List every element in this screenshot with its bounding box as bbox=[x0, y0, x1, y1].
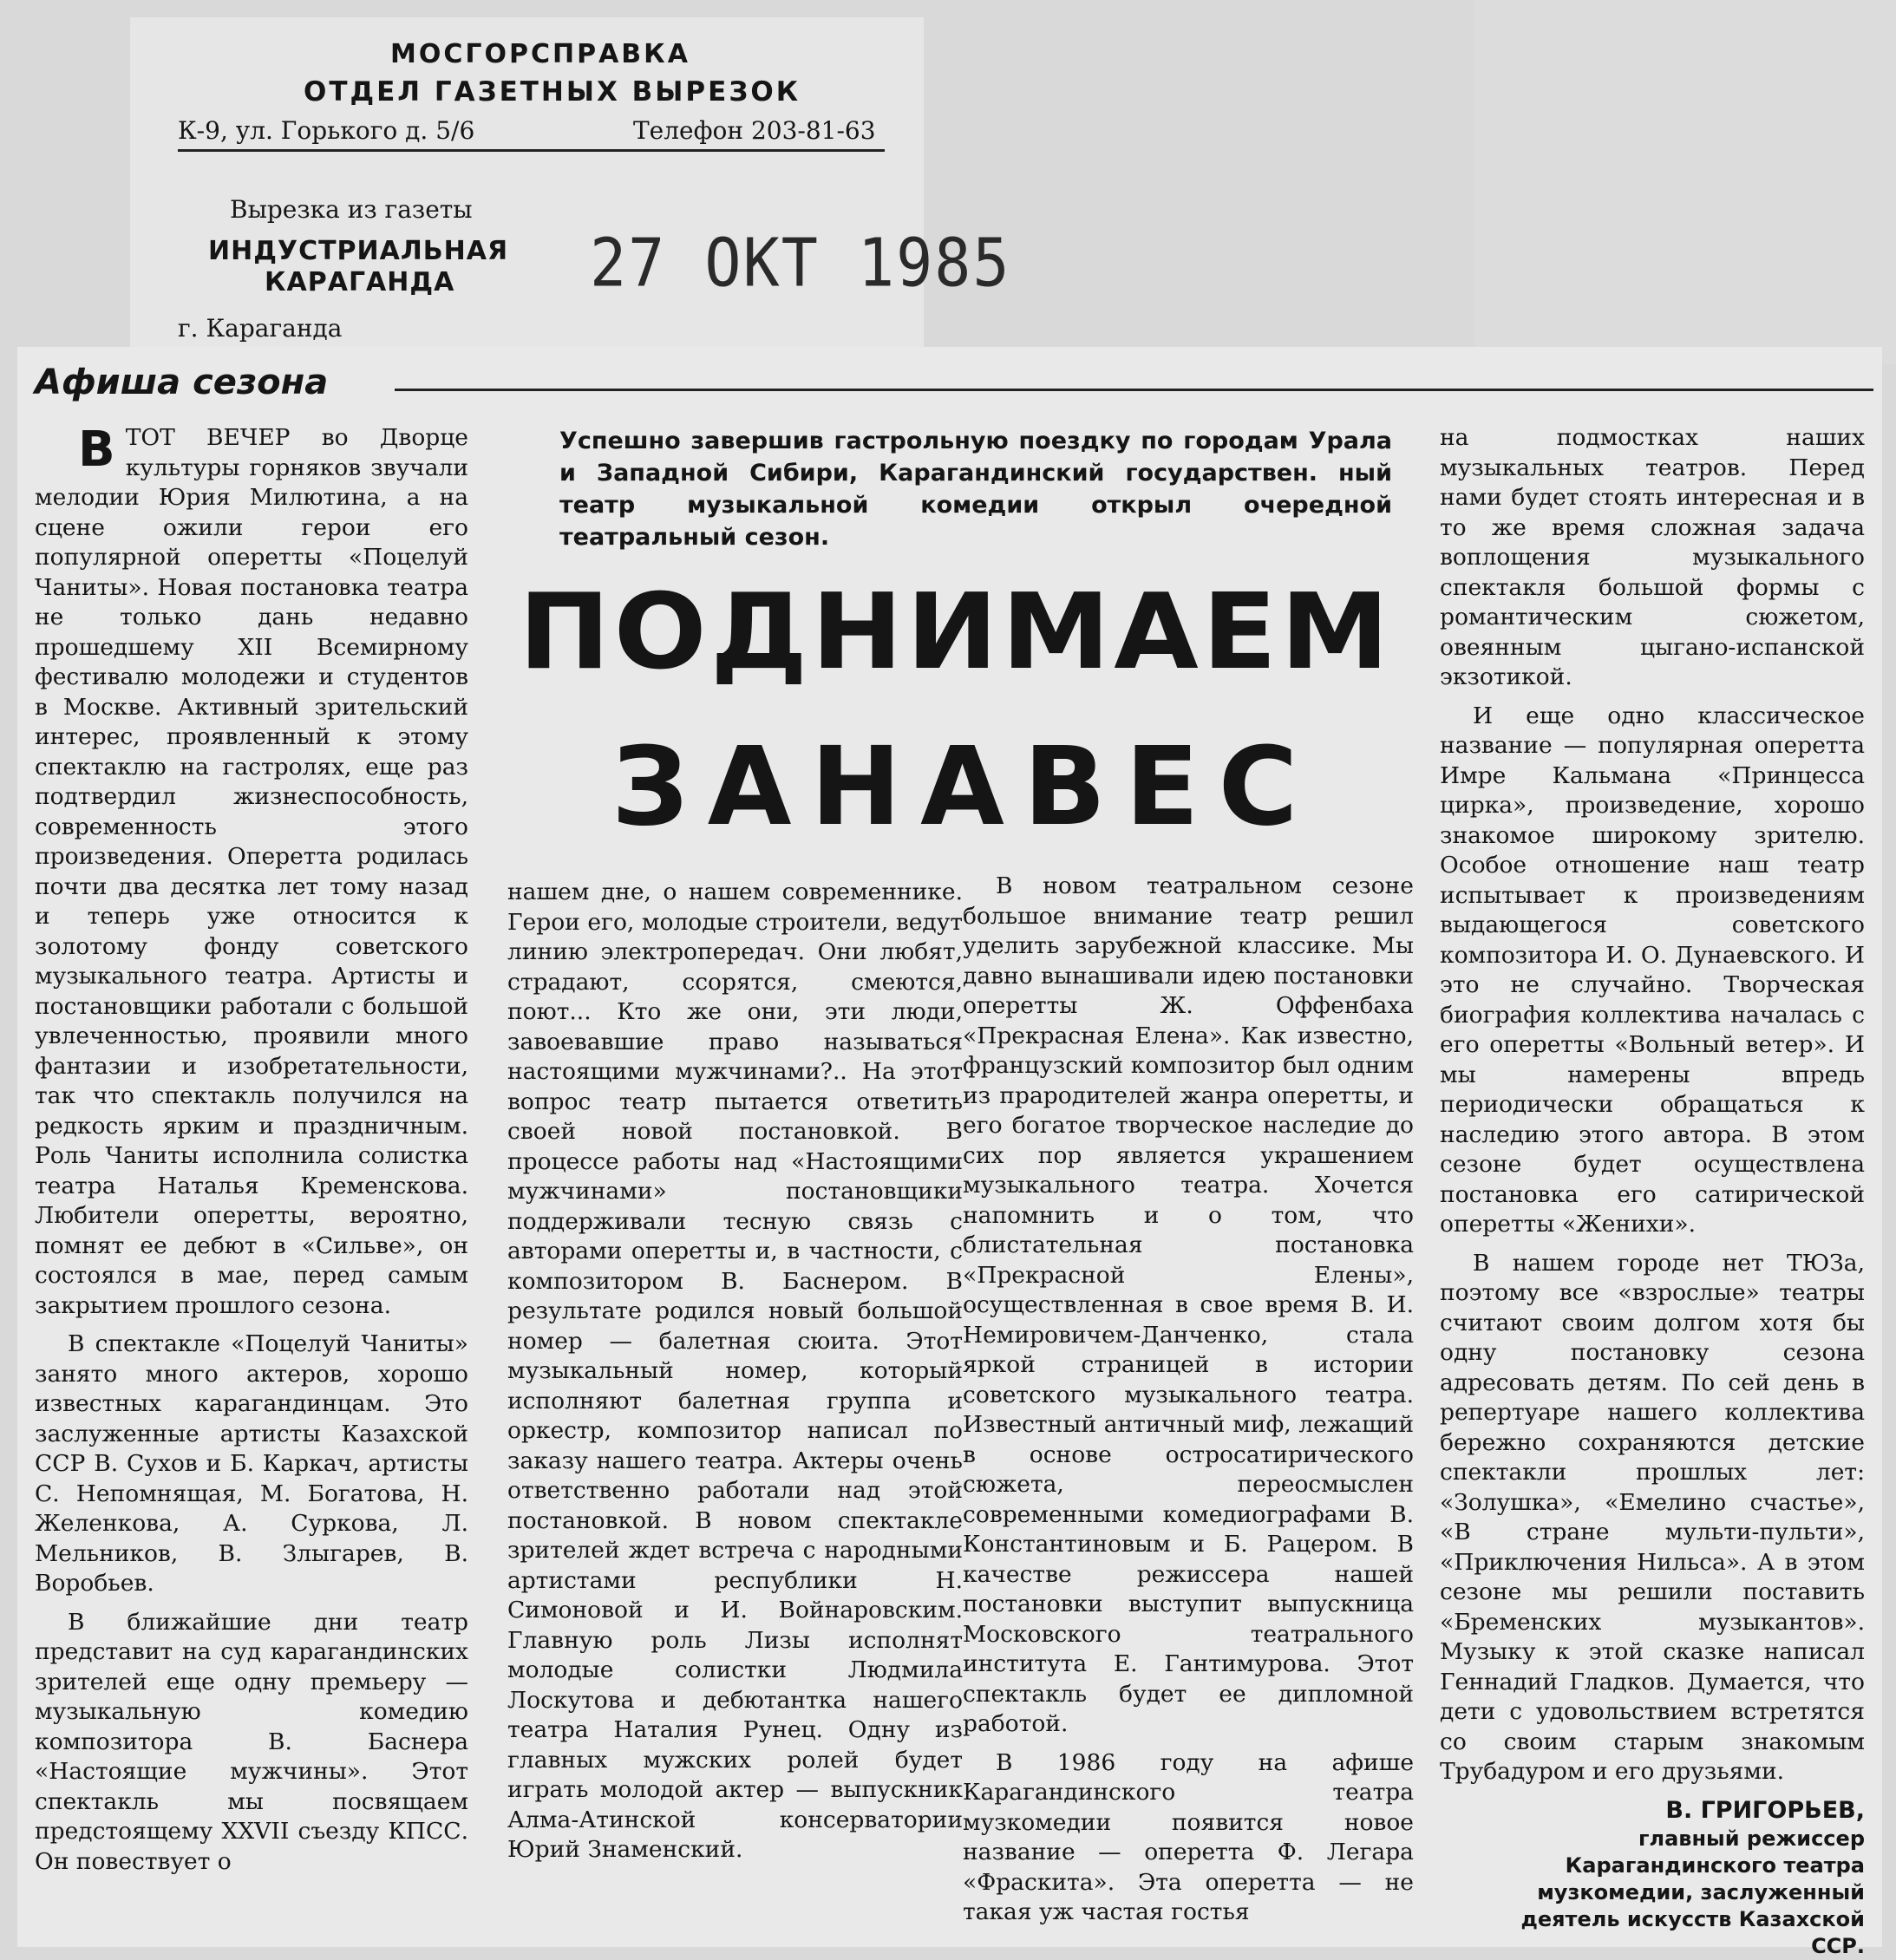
stamp-address: К-9, ул. Горького д. 5/6 bbox=[178, 116, 475, 145]
headline-line1: ПОДНИМАЕМ bbox=[519, 572, 1393, 693]
column-4-paragraph: В нашем городе нет ТЮЗа, поэтому все «взрослые» театры считают своим долгом хотя бы одну постановку сезона адресовать детям. По сей день в репертуаре нашего коллектива бережно сохраняются детские спектакли прошлых лет: «Золушка», «Емелино счастье», «В стране мульти-пульти», «Приключения Нильса». А в этом сезоне мы решили поставить «Бременских музыкантов». Музыку к этой сказке написал Геннадий Гладков. Думается, что дети с удовольствием встретятся со своим старым знакомым Трубадуром и его друзьями. bbox=[1440, 1249, 1865, 1785]
newspaper-name-line2: КАРАГАНДА bbox=[265, 267, 455, 297]
rubric-divider bbox=[395, 389, 1873, 391]
column-3-paragraph: В 1986 году на афише Карагандинского театра музкомедии появится новое название — оперетта Ф. Легара «Фраскита». Эта оперетта — не такая уж частая гостья bbox=[963, 1748, 1414, 1925]
column-2-paragraph: нашем дне, о нашем современнике. Герои его, молодые строители, ведут линию электропередач. Они любят, страдают, ссорятся, смеются, поют... Кто же они, эти люди, завоевавшие право называться настоящими мужчинами?.. На этот вопрос театр пытается ответить своей новой постановкой. В процессе работы над «Настоящими мужчинами» постановщики поддерживали тесную связь с авторами оперетты и, в частности, с композитором В. Баснером. В результате родился новый большой номер — балетная сюита. Этот музыкальный номер, который исполняют балетная группа и оркестр, композитор написал по заказу нашего театра. Актеры очень ответственно работали над этой постановкой. В новом спектакле зрителей ждет встреча с народными артистами республики Н. Симоновой и И. Войнаровским. Главную роль Лизы исполнят молодые солистки Людмила Лоскутова и дебютантка нашего театра Наталия Рунец. Одну из главных мужских ролей будет играть молодой актер — выпускник Алма-Атинской консерватории Юрий Знаменский. bbox=[507, 879, 963, 1863]
column-1-paragraph: ВТОТ ВЕЧЕР во Дворце культуры горняков звучали мелодии Юрия Милютина, а на сцене ожили герои его популярной оперетты «Поцелуй Чаниты». Новая постановка театра не только дань недавно прошедшему XII Всемирному фестивалю молодежи и студентов в Москве. Активный зрительский интерес, проявленный к этому спектаклю на гастролях, еще раз подтвердил жизнеспособность, современность этого произведения. Оперетта родилась почти два десятка лет тому назад и теперь уже относится к золотому фонду советского музыкального театра. Артисты и постановщики работали с большой увлеченностью, проявили много фантазии и изобретательности, так что спектакль получился на редкость ярким и праздничным. Роль Чаниты исполнила солистка театра Наталья Кременскова. Любители оперетты, вероятно, помнят ее дебют в «Сильве», он состоялся в мае, перед самым закрытием прошлого сезона. bbox=[35, 421, 468, 1319]
article-column-1 bbox=[35, 423, 468, 1885]
newspaper-name-line1: ИНДУСТРИАЛЬНАЯ bbox=[208, 236, 509, 266]
clipping-source-label: Вырезка из газеты bbox=[230, 195, 473, 224]
headline-line2: ЗАНАВЕС bbox=[611, 724, 1317, 850]
article-column-3 bbox=[963, 872, 1414, 1937]
stamp-department: ОТДЕЛ ГАЗЕТНЫХ ВЫРЕЗОК bbox=[304, 76, 801, 108]
drop-cap: В bbox=[78, 421, 115, 478]
stamp-phone: Телефон 203-81-63 bbox=[633, 116, 876, 145]
column-1-paragraph: В ближайшие дни театр представит на суд карагандинских зрителей еще одну премьеру — музыкальную комедию композитора В. Баснера «Настоящие мужчины». Этот спектакль мы посвящаем предстоящему XXVII съезду КПСС. Он повествует о bbox=[35, 1608, 468, 1875]
clipping-service-stamp bbox=[130, 17, 924, 364]
author-name: В. ГРИГОРЬЕВ, bbox=[1665, 1796, 1865, 1824]
article-column-4 bbox=[1440, 423, 1865, 1960]
column-4-paragraph: И еще одно классическое название — популярная оперетта Имре Кальмана «Принцесса цирка», произведение, хорошо знакомое широкому зрителю. Особое отношение наш театр испытывает к произведениям выдающегося советского композитора И. О. Дунаевского. И это не случайно. Творческая биография коллектива началась с его оперетты «Вольный ветер». И мы намерены впредь периодически обращаться к наследию этого автора. В этом сезоне будет осуществлена постановка его сатирической оперетты «Женихи». bbox=[1440, 702, 1865, 1238]
background-clipping-edge bbox=[1474, 0, 1896, 364]
article-column-2 bbox=[507, 878, 963, 1874]
column-4-paragraph: на подмостках наших музыкальных театров. Перед нами будет стоять интересная и в то же время сложная задача воплощения музыкального спектакля большой формы с романтическим сюжетом, овеянным цыгано-испанской экзотикой. bbox=[1440, 424, 1865, 690]
stamp-divider bbox=[178, 149, 885, 152]
column-3-paragraph: В новом театральном сезоне большое внимание театр решил уделить зарубежной классике. Мы давно вынашивали идею постановки оперетты Ж. Оффенбаха «Прекрасная Елена». Как известно, французский композитор был одним из прародителей жанра оперетты, и его богатое творческое наследие до сих пор является украшением музыкального театра. Хочется напомнить и о том, что блистательная постановка «Прекрасной Елены», осуществленная в свое время В. И. Немировичем-Данченко, стала яркой страницей в истории советского музыкального театра. Известный античный миф, лежащий в основе остросатирического сюжета, переосмыслен современными комедиографами В. Константиновым и Б. Рацером. В качестве режиссера нашей постановки выступит выпускница Московского театрального института Е. Гантимурова. Этот спектакль будет ее дипломной работой. bbox=[963, 872, 1414, 1737]
stamp-agency: МОСГОРСПРАВКА bbox=[390, 39, 690, 69]
date-stamp: 27 ОКТ 1985 bbox=[590, 223, 1011, 303]
newspaper-city: г. Караганда bbox=[178, 314, 343, 343]
article-lead: Успешно завершив гастрольную поездку по городам Урала и Западной Сибири, Карагандинский государствен. ный театр музыкальной комедии открыл очередной театральный сезон. bbox=[559, 428, 1392, 551]
author-title: главный режиссер Карагандинского театра музкомедии, заслуженный деятель искусств Казахской ССР. bbox=[1520, 1826, 1865, 1958]
column-1-paragraph: В спектакле «Поцелуй Чаниты» занято много актеров, хорошо известных карагандинцам. Это заслуженные артисты Казахской ССР В. Сухов и Б. Каркач, артисты С. Непомнящая, М. Богатова, Н. Желенкова, А. Суркова, Л. Мельников, В. Злыгарев, В. Воробьев. bbox=[35, 1330, 468, 1597]
rubric-title: Афиша сезона bbox=[35, 363, 329, 402]
